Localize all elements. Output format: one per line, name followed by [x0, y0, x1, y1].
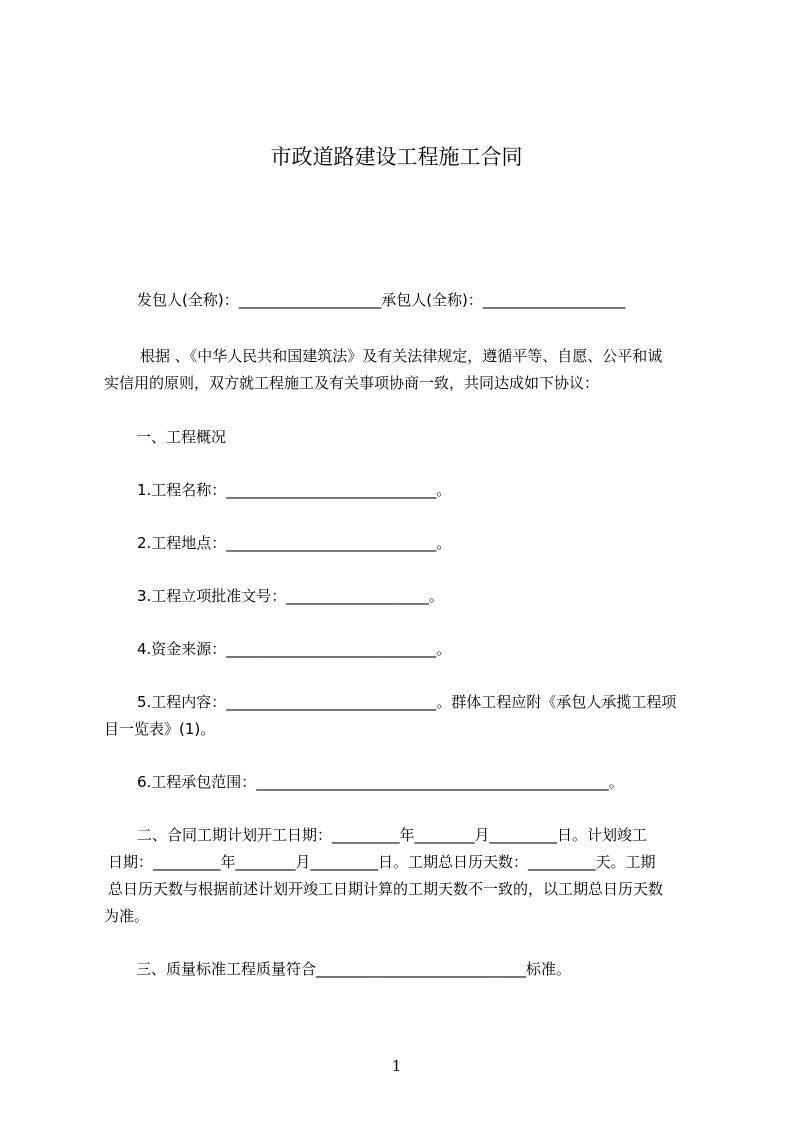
item-5-line-1: 5.工程内容：____________________________。群体工程应附《承包人承揽工程项: [137, 693, 677, 711]
item-1-project-name: 1.工程名称：____________________________。: [137, 481, 452, 499]
item-5-line-2: 目一览表》(1)。: [104, 720, 216, 738]
page-number: 1: [391, 1057, 402, 1075]
item-6-scope: 6.工程承包范围：_______________________________________________。: [137, 773, 624, 791]
item-4-funding-source: 4.资金来源：____________________________。: [137, 640, 452, 658]
section-2-line-1: 二、合同工期计划开工日期：_________年________月_________日。计划竣工: [137, 826, 648, 844]
section-3-quality: 三、质量标准工程质量符合____________________________标准。: [136, 960, 572, 978]
preamble-line-1: 根据 、《中华人民共和国建筑法》及有关法律规定，遵循平等、自愿、公平和诚: [140, 347, 663, 365]
section-1-heading: 一、工程概况: [136, 428, 227, 446]
item-2-project-location: 2.工程地点：____________________________。: [137, 534, 452, 552]
section-2-line-4: 为准。: [104, 907, 150, 925]
parties-line: 发包人(全称)：___________________承包人(全称)：___________________: [137, 291, 626, 309]
section-2-line-3: 总日历天数与根据前述计划开竣工日期计算的工期天数不一致的，以工期总日历天数: [108, 880, 664, 898]
section-2-line-2: 日期：_________年________月_________日。工期总日历天数：_________天。工期: [108, 853, 656, 871]
item-3-approval-number: 3.工程立项批准文号：___________________。: [137, 587, 444, 605]
preamble-line-2: 实信用的原则，双方就工程施工及有关事项协商一致，共同达成如下协议：: [104, 374, 600, 392]
document-title: 市政道路建设工程施工合同: [270, 145, 523, 169]
